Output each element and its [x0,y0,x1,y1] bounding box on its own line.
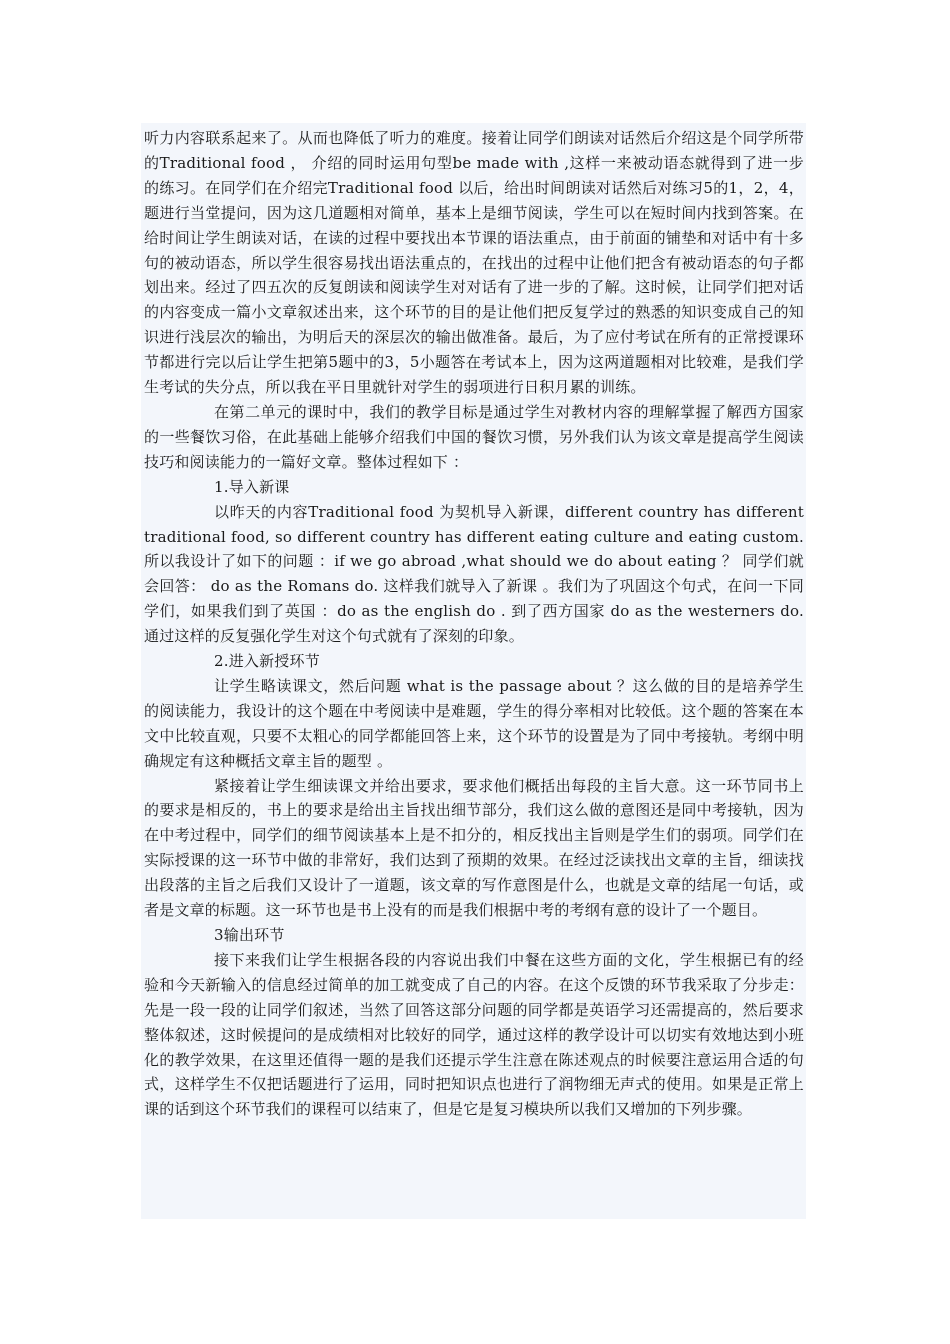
paragraph-skimming: 让学生略读课文，然后问题 what is the passage about ？这么做的目的是培养学生的阅读能力，我设计的这个题在中考阅读中是难题，学生的得分率相对比较低。这个题的答案在本文中比较直观，只要不太粗心的同学都能回答上来，这个环节的设置是为了同中考接轨。考纲中明确规定有这种概括文章主旨的题型 。 [144,676,804,770]
section-heading-output: 3输出环节 [214,926,285,944]
section-heading-intro: 1.导入新课 [214,477,290,496]
paragraph-unit-two: 在第二单元的课时中，我们的教学目标是通过学生对教材内容的理解掌握了解西方国家的一些餐饮习俗，在此基础上能够介绍我们中国的餐饮习惯，另外我们认为该文章是提高学生阅读技巧和阅读能力的一篇好文章。整体过程如下 ： [144,402,804,471]
paragraph-detailed-reading: 紧接着让学生细读课文并给出要求，要求他们概括出每段的主旨大意。这一环节同书上的要求是相反的，书上的要求是给出主旨找出细节部分，我们这么做的意图还是同中考接轨，因为在中考过程中，同学们的细节阅读基本上是不扣分的，相反找出主旨则是学生们的弱项。同学们在实际授课的这一环节中做的非常好，我们达到了预期的效果。在经过泛读找出文章的主旨，细读找出段落的主旨之后我们又设计了一道题，该文章的写作意图是什么，也就是文章的结尾一句话，或者是文章的标题。这一环节也是书上没有的而是我们根据中考的考纲有意的设计了一个题目。 [144,776,804,920]
section-heading-new-lesson: 2.进入新授环节 [214,652,320,671]
paragraph-listening: 听力内容联系起来了。从而也降低了听力的难度。接着让同学们朗读对话然后介绍这是个同学所带的Traditional food ， 介绍的同时运用句型be made with ,这样一来被动语态就得到了进一步的练习。在同学们在介绍完Traditional food 以后，给出时间朗读对话然后对练习5的1，2，4， 题进行当堂提问，因为这几道题相对简单，基本上是细节阅读，学生可以在短时间内找到答案。在给时间让学生朗读对话，在读的过程中要找出本节课的语法重点，由于前面的铺垫和对话中有十多句的被动语态，所以学生很容易找出语法重点的，在找出的过程中让他们把含有被动语态的句子都划出来。经过了四五次的反复朗读和阅读学生对对话有了进一步的了解。这时候，让同学们把对话的内容变成一篇小文章叙述出来，这个环节的目的是让他们把反复学过的熟悉的知识变成自己的知识进行浅层次的输出，为明后天的深层次的输出做准备。最后，为了应付考试在所有的正常授课环节都进行完以后让学生把第5题中的3，5小题答在考试本上，因为这两道题相对比较难，是我们学生考试的失分点，所以我在平日里就针对学生的弱项进行日积月累的训练。 [144,129,804,397]
paragraph-output: 接下来我们让学生根据各段的内容说出我们中餐在这些方面的文化，学生根据已有的经验和今天新输入的信息经过简单的加工就变成了自己的内容。在这个反馈的环节我采取了分步走：先是一段一段的让同学们叙述，当然了回答这部分问题的同学都是英语学习还需提高的，然后要求整体叙述，这时候提问的是成绩相对比较好的同学，通过这样的教学设计可以切实有效地达到小班化的教学效果，在这里还值得一题的是我们还提示学生注意在陈述观点的时候要注意运用合适的句式，这样学生不仅把话题进行了运用，同时把知识点也进行了润物细无声式的使用。如果是正常上课的话到这个环节我们的课程可以结束了，但是它是复习模块所以我们又增加的下列步骤。 [144,950,804,1119]
paragraph-intro: 以昨天的内容Traditional food 为契机导入新课，different country has different traditional food, so different country has different eating culture and eating custom. 所以我设计了如下的问题 ：if we go abroad ,what should we do about eating ？ 同学们就会回答： do as the Romans do. 这样我们就导入了新课 。我们为了巩固这个句式，在问一下同学们，如果我们到了英国 ：do as the english do . 到了西方国家 do as the westerners do. 通过这样的反复强化学生对这个句式就有了深刻的印象。 [144,502,804,646]
document-body [144,126,804,1122]
